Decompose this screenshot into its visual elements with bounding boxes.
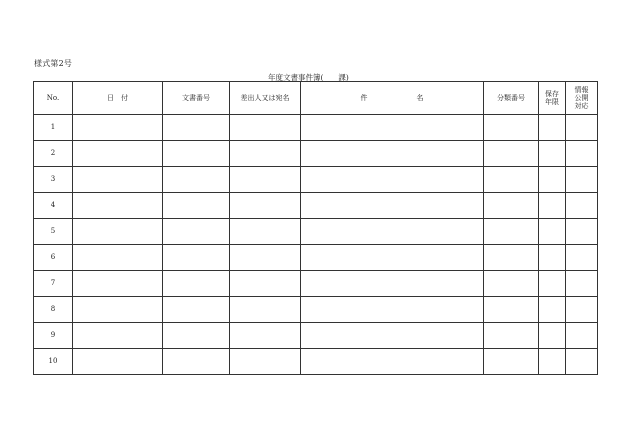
- cell-retention[interactable]: [539, 219, 566, 245]
- table-row: [34, 141, 598, 167]
- cell-disclosure[interactable]: [566, 297, 598, 323]
- cell-date[interactable]: [73, 167, 163, 193]
- table-row: [34, 245, 598, 271]
- row-number: 5: [34, 219, 73, 245]
- cell-class-number[interactable]: [484, 193, 539, 219]
- cell-subject[interactable]: [301, 141, 484, 167]
- cell-disclosure[interactable]: [566, 245, 598, 271]
- table-row: [34, 193, 598, 219]
- table-row: [34, 349, 598, 375]
- cell-retention[interactable]: [539, 271, 566, 297]
- cell-sender[interactable]: [230, 219, 301, 245]
- document-register-table: [33, 81, 598, 375]
- header-no: No.: [34, 82, 73, 115]
- cell-class-number[interactable]: [484, 115, 539, 141]
- table-row: [34, 167, 598, 193]
- cell-date[interactable]: [73, 245, 163, 271]
- cell-sender[interactable]: [230, 115, 301, 141]
- cell-doc-number[interactable]: [163, 219, 230, 245]
- cell-doc-number[interactable]: [163, 115, 230, 141]
- cell-subject[interactable]: [301, 193, 484, 219]
- register-title: 年度文書事件簿( 課): [268, 73, 349, 82]
- header-row: [34, 82, 598, 115]
- header-disclosure: 情報 公開 対応: [566, 82, 598, 115]
- cell-doc-number[interactable]: [163, 271, 230, 297]
- table-row: [34, 115, 598, 141]
- cell-sender[interactable]: [230, 323, 301, 349]
- cell-subject[interactable]: [301, 219, 484, 245]
- cell-date[interactable]: [73, 323, 163, 349]
- table-row: [34, 323, 598, 349]
- cell-class-number[interactable]: [484, 323, 539, 349]
- cell-date[interactable]: [73, 141, 163, 167]
- cell-class-number[interactable]: [484, 349, 539, 375]
- cell-class-number[interactable]: [484, 297, 539, 323]
- cell-retention[interactable]: [539, 297, 566, 323]
- cell-date[interactable]: [73, 297, 163, 323]
- cell-disclosure[interactable]: [566, 323, 598, 349]
- cell-sender[interactable]: [230, 167, 301, 193]
- cell-date[interactable]: [73, 349, 163, 375]
- cell-disclosure[interactable]: [566, 193, 598, 219]
- cell-doc-number[interactable]: [163, 245, 230, 271]
- cell-sender[interactable]: [230, 245, 301, 271]
- header-sender: 差出人又は宛名: [230, 82, 301, 115]
- cell-date[interactable]: [73, 193, 163, 219]
- cell-retention[interactable]: [539, 349, 566, 375]
- cell-subject[interactable]: [301, 115, 484, 141]
- cell-retention[interactable]: [539, 323, 566, 349]
- table-row: [34, 219, 598, 245]
- cell-disclosure[interactable]: [566, 115, 598, 141]
- cell-class-number[interactable]: [484, 141, 539, 167]
- row-number: 9: [34, 323, 73, 349]
- cell-subject[interactable]: [301, 245, 484, 271]
- cell-doc-number[interactable]: [163, 349, 230, 375]
- header-date: 日 付: [73, 82, 163, 115]
- cell-doc-number[interactable]: [163, 193, 230, 219]
- cell-subject[interactable]: [301, 167, 484, 193]
- cell-date[interactable]: [73, 115, 163, 141]
- cell-disclosure[interactable]: [566, 141, 598, 167]
- cell-subject[interactable]: [301, 349, 484, 375]
- header-retention: 保存 年限: [539, 82, 566, 115]
- cell-class-number[interactable]: [484, 271, 539, 297]
- cell-disclosure[interactable]: [566, 271, 598, 297]
- cell-retention[interactable]: [539, 245, 566, 271]
- table-row: [34, 297, 598, 323]
- row-number: 3: [34, 167, 73, 193]
- cell-retention[interactable]: [539, 193, 566, 219]
- cell-retention[interactable]: [539, 141, 566, 167]
- cell-sender[interactable]: [230, 297, 301, 323]
- cell-sender[interactable]: [230, 193, 301, 219]
- cell-class-number[interactable]: [484, 167, 539, 193]
- cell-sender[interactable]: [230, 141, 301, 167]
- header-class-number: 分類番号: [484, 82, 539, 115]
- cell-disclosure[interactable]: [566, 219, 598, 245]
- cell-doc-number[interactable]: [163, 167, 230, 193]
- table-row: [34, 271, 598, 297]
- cell-date[interactable]: [73, 219, 163, 245]
- cell-retention[interactable]: [539, 115, 566, 141]
- header-subject: 件 名: [301, 82, 484, 115]
- row-number: 4: [34, 193, 73, 219]
- row-number: 2: [34, 141, 73, 167]
- row-number: 10: [34, 349, 73, 375]
- header-doc-number: 文書番号: [163, 82, 230, 115]
- row-number: 7: [34, 271, 73, 297]
- row-number: 6: [34, 245, 73, 271]
- cell-doc-number[interactable]: [163, 141, 230, 167]
- cell-subject[interactable]: [301, 271, 484, 297]
- cell-subject[interactable]: [301, 323, 484, 349]
- cell-class-number[interactable]: [484, 245, 539, 271]
- cell-sender[interactable]: [230, 271, 301, 297]
- cell-doc-number[interactable]: [163, 323, 230, 349]
- cell-disclosure[interactable]: [566, 349, 598, 375]
- form-number: 様式第2号: [34, 59, 73, 68]
- row-number: 8: [34, 297, 73, 323]
- cell-disclosure[interactable]: [566, 167, 598, 193]
- cell-retention[interactable]: [539, 167, 566, 193]
- cell-doc-number[interactable]: [163, 297, 230, 323]
- cell-sender[interactable]: [230, 349, 301, 375]
- cell-class-number[interactable]: [484, 219, 539, 245]
- cell-date[interactable]: [73, 271, 163, 297]
- cell-subject[interactable]: [301, 297, 484, 323]
- row-number: 1: [34, 115, 73, 141]
